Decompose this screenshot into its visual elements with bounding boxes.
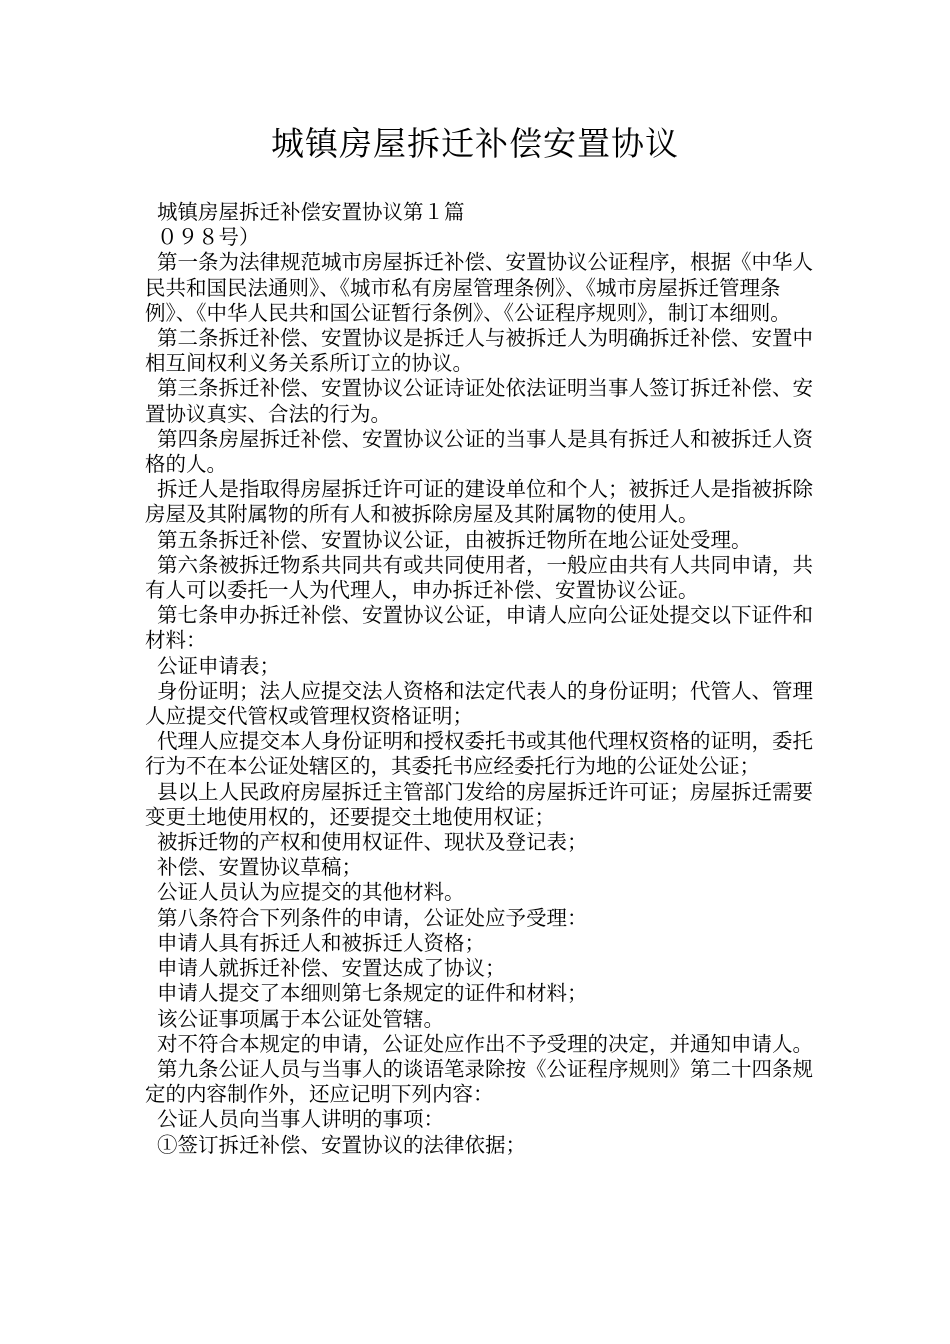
paragraph: 该公证事项属于本公证处管辖。 [157, 1006, 444, 1031]
paragraph: 补偿、安置协议草稿； [157, 855, 362, 880]
paragraph: 第四条房屋拆迁补偿、安置协议公证的当事人是具有拆迁人和被拆迁人资格的人。 [145, 426, 813, 477]
paragraph: 第一条为法律规范城市房屋拆迁补偿、安置协议公证程序，根据《中华人民共和国民法通则》、《城市私有房屋管理条例》、《城市房屋拆迁管理条例》、《中华人民共和国公证暂行条例》、《公证程序规则》，制订本细则。 [145, 250, 813, 325]
paragraph: ①签订拆迁补偿、安置协议的法律依据； [157, 1132, 526, 1157]
paragraph: 身份证明；法人应提交法人资格和法定代表人的身份证明；代管人、管理人应提交代管权或管理权资格证明； [145, 678, 813, 729]
paragraph: 申请人提交了本细则第七条规定的证件和材料； [157, 981, 588, 1006]
paragraph: ０９８号） [157, 225, 260, 250]
paragraph: 第六条被拆迁物系共同共有或共同使用者，一般应由共有人共同申请，共有人可以委托一人为代理人，申办拆迁补偿、安置协议公证。 [145, 552, 813, 603]
paragraph: 第七条申办拆迁补偿、安置协议公证，申请人应向公证处提交以下证件和材料： [145, 603, 813, 653]
paragraph: 代理人应提交本人身份证明和授权委托书或其他代理权资格的证明，委托行为不在本公证处辖区的，其委托书应经委托行为地的公证处公证； [145, 729, 813, 779]
paragraph: 申请人具有拆迁人和被拆迁人资格； [157, 930, 485, 955]
paragraph: 被拆迁物的产权和使用权证件、现状及登记表； [157, 830, 588, 855]
paragraph: 申请人就拆迁补偿、安置达成了协议； [157, 956, 506, 981]
paragraph: 县以上人民政府房屋拆迁主管部门发给的房屋拆迁许可证；房屋拆迁需要变更土地使用权的，还要提交土地使用权证； [145, 779, 813, 829]
paragraph: 拆迁人是指取得房屋拆迁许可证的建设单位和个人；被拆迁人是指被拆除房屋及其附属物的所有人和被拆除房屋及其附属物的使用人。 [145, 477, 813, 527]
paragraph: 公证人员认为应提交的其他材料。 [157, 880, 465, 905]
paragraph: 城镇房屋拆迁补偿安置协议第１篇 [157, 200, 465, 224]
paragraph: 第二条拆迁补偿、安置协议是拆迁人与被拆迁人为明确拆迁补偿、安置中相互间权利义务关系所订立的协议。 [145, 326, 813, 376]
paragraph: 公证人员向当事人讲明的事项： [157, 1107, 444, 1132]
paragraph: 对不符合本规定的申请，公证处应作出不予受理的决定，并通知申请人。 [157, 1031, 813, 1056]
paragraph: 公证申请表； [157, 653, 280, 678]
paragraph: 第九条公证人员与当事人的谈语笔录除按《公证程序规则》第二十四条规定的内容制作外，还应记明下列内容： [145, 1056, 813, 1107]
paragraph: 第八条符合下列条件的申请，公证处应予受理： [157, 905, 588, 930]
document-title: 城镇房屋拆迁补偿安置协议 [271, 124, 679, 163]
paragraph: 第五条拆迁补偿、安置协议公证，由被拆迁物所在地公证处受理。 [157, 527, 752, 552]
paragraph: 第三条拆迁补偿、安置协议公证诗证处依法证明当事人签订拆迁补偿、安置协议真实、合法的行为。 [145, 376, 813, 426]
document-body [145, 200, 815, 1158]
